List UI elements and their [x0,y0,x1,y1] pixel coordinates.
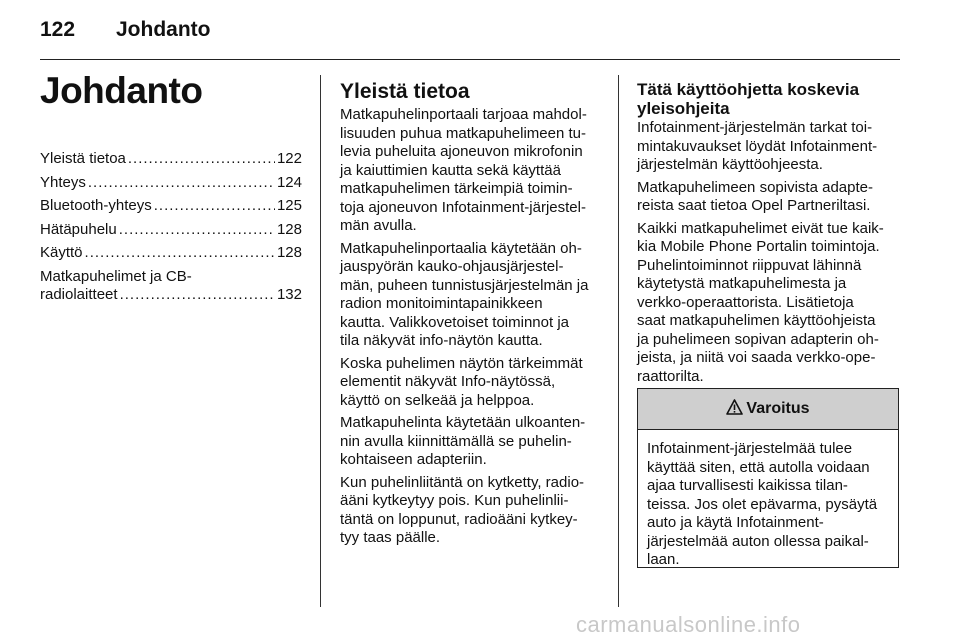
text-line: saat matkapuhelimen käyttöohjeista [637,312,876,329]
toc-entry-page: 125 [276,197,302,214]
toc-entry-label: Bluetooth-yhteys [40,197,152,214]
heading-line: yleisohjeita [637,99,730,118]
paragraph [340,240,602,351]
text-line: tila näkyvät info-näytön kautta. [340,332,543,349]
section-body [637,119,901,386]
text-line: verkko-operaattorista. Lisätietoja [637,293,854,311]
paragraph [637,179,901,216]
text-line: nin avulla kiinnittämällä se puhelin- [340,432,572,450]
paragraph [637,220,901,387]
text-line: järjestelmän käyttöohjeesta. [637,156,823,173]
paragraph [637,119,901,175]
toc-leader-dots [128,150,275,169]
warning-text-line: käyttää siten, että autolla voidaan [647,458,870,476]
text-line: jeista, ja niitä voi saada verkko-ope- [637,349,876,366]
watermark: carmanualsonline.info [576,612,801,637]
text-line: kia Mobile Phone Portalin toimintoja. [637,238,880,255]
section-heading: Yleistä tietoa [340,80,470,103]
warning-text-line: ajaa turvallisesti kaikissa tilan- [647,477,848,494]
heading-line: Tätä käyttöohjetta koskevia [637,80,860,99]
toc-entry-label: Hätäpuhelu [40,220,117,238]
toc-entry-label: Yleistä tietoa [40,150,126,167]
warning-text [638,430,898,570]
text-line: kautta. Valikkovetoiset toiminnot ja [340,313,570,331]
text-line: raattorilta. [637,367,704,385]
page-number: 122 [40,18,76,41]
section-heading [637,80,901,118]
column-divider [618,75,619,607]
warning-text-line: Infotainment-järjestelmää tulee [647,440,853,457]
toc-entry-label: Yhteys [40,173,86,191]
text-line: levia puheluita ajoneuvon mikrofonin [340,143,583,160]
text-line: elementit näkyvät Info-näytössä, [340,373,556,390]
toc-leader-dots [119,221,275,240]
text-line: mintakuvaukset löydät Infotainment- [637,137,878,155]
toc-entry-label-line2: radiolaitteet [40,286,118,303]
column-divider [320,75,321,607]
warning-header [638,389,898,430]
toc-entry[interactable] [40,268,302,305]
toc-entry[interactable] [40,150,302,169]
text-line: reista saat tietoa Opel Partneriltasi. [637,197,871,214]
text-line: ja puhelimeen sopivan adapterin oh- [637,330,879,348]
text-line: Kun puhelinliitäntä on kytketty, radio- [340,473,585,491]
toc-leader-dots [85,244,275,263]
text-line: matkapuhelimen tärkeimpiä toimin- [340,180,573,197]
header-rule [40,59,900,60]
text-line: Matkapuhelinta käytetään ulkoanten- [340,414,586,431]
paragraph [340,106,602,236]
toc-entry-label: Käyttö [40,244,83,261]
toc-entry[interactable] [40,221,302,240]
text-line: toja ajoneuvon Infotainment-järjestel- [340,198,586,216]
text-line: tyy taas päälle. [340,529,441,546]
toc-entry-page: 128 [276,220,302,238]
text-line: täntä on loppunut, radioääni kytkey- [340,510,578,528]
toc-leader-dots [88,174,275,193]
toc-entry[interactable] [40,174,302,193]
toc-entry[interactable] [40,244,302,263]
text-line: lisuuden puhua matkapuhelimeen tu- [340,124,586,142]
section-general-info [340,80,602,552]
text-line: käytetystä matkapuhelimesta ja [637,275,847,292]
text-line: ja kaiuttimien kautta sekä käyttää [340,161,561,179]
text-line: ääni kytkeytyy pois. Kun puhelinlii- [340,492,569,509]
warning-text-line: auto ja käytä Infotainment- [647,514,824,531]
paragraph [340,414,602,470]
chapter-title: Johdanto [40,70,203,111]
warning-text-line: teissa. Jos olet epävarma, pysäytä [647,495,878,513]
toc-entry[interactable] [40,197,302,216]
text-line: Puhelintoiminnot riippuvat lähinnä [637,256,862,274]
text-line: jauspyörän kauko-ohjausjärjestel- [340,258,564,275]
paragraph [340,355,602,411]
text-line: Matkapuhelinportaali tarjoaa mahdol- [340,106,587,123]
toc-leader-dots [154,197,275,216]
text-line: radion monitoimintapainikkeen [340,295,543,312]
text-line: män, puheen tunnistusjärjestelmän ja [340,276,589,294]
section-body [340,106,602,548]
paragraph [340,474,602,548]
text-line: Kaikki matkapuhelimet eivät tue kaik- [637,219,884,237]
text-line: män avulla. [340,217,417,234]
toc-leader-dots [120,286,275,305]
warning-text-line: laan. [647,551,680,568]
toc-entry-label-line1: Matkapuhelimet ja CB- [40,267,192,285]
toc-entry-page: 124 [276,173,302,191]
warning-text-line: järjestelmää auton ollessa paikal- [647,532,869,550]
warning-title: Varoitus [746,400,810,417]
text-line: kohtaiseen adapteriin. [340,451,487,468]
running-header-title: Johdanto [116,18,211,41]
section-manual-notes [637,80,901,390]
text-line: Koska puhelimen näytön tärkeimmät [340,354,583,372]
toc-entry-page: 132 [276,286,302,303]
table-of-contents [40,150,302,310]
text-line: Matkapuhelinportaalia käytetään oh- [340,239,582,257]
text-line: käyttö on selkeää ja helppoa. [340,391,535,409]
toc-entry-page: 122 [276,150,302,167]
toc-entry-page: 128 [276,244,302,261]
text-line: Infotainment-järjestelmän tarkat toi- [637,119,873,136]
text-line: Matkapuhelimeen sopivista adapte- [637,178,873,196]
warning-triangle-icon [726,399,746,420]
warning-box [637,388,899,568]
